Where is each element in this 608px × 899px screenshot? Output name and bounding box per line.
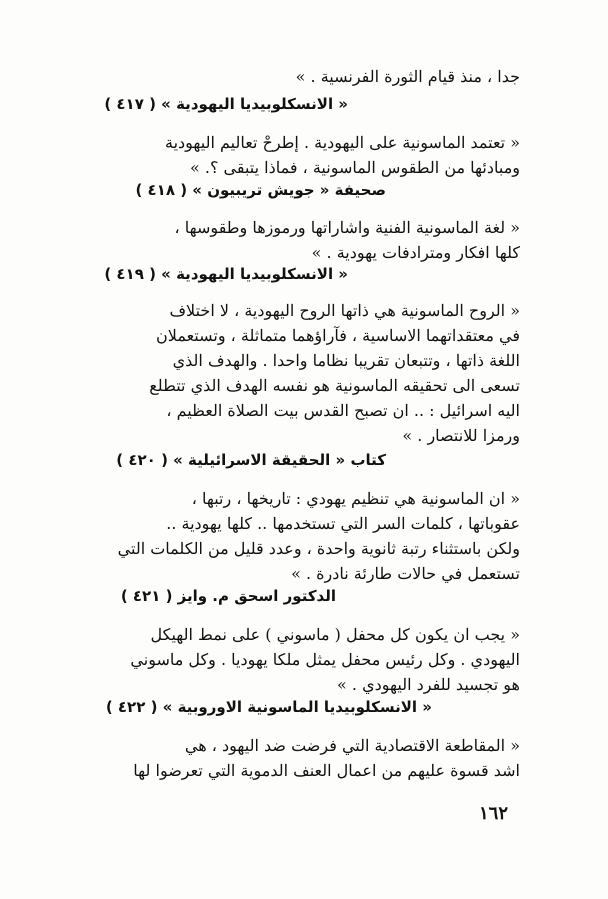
text-line: « يجب ان يكون كل محفل ( ماسوني ) على نمط الهيكل xyxy=(150,625,520,644)
text-line: اليهودي . وكل رئيس محفل يمثل ملكا يهوديا . وكل ماسوني xyxy=(130,650,520,669)
quote-paragraph xyxy=(88,64,520,89)
quote-paragraph xyxy=(88,215,520,265)
citation-heading: « الانسكلوبيديا اليهودية » ( ٤١٩ ) xyxy=(104,265,348,283)
citation-heading: « الانسكلوبيديا اليهودية » ( ٤١٧ ) xyxy=(104,95,348,113)
quote-paragraph xyxy=(88,486,520,586)
quote-paragraph xyxy=(88,130,520,180)
citation-heading: « الانسكلوبيديا الماسونية الاوروبية » ( ٤٢٢ ) xyxy=(105,698,432,716)
quote-paragraph xyxy=(88,298,520,448)
text-line: « تعتمد الماسونية على اليهودية . إطرحْ تعاليم اليهودية xyxy=(165,133,520,152)
quote-paragraph xyxy=(88,622,520,697)
text-line: تستعمل في حالات طارئة نادرة . » xyxy=(291,564,520,583)
text-line: « الروح الماسونية هي ذاتها الروح اليهودية ، لا اختلاف xyxy=(169,301,520,320)
citation-heading: صحيفة « جويش تريبيون » ( ٤١٨ ) xyxy=(135,181,386,199)
text-line: اللغة ذاتها ، وتتبعان تقريبا نظاما واحدا . والهدف الذي xyxy=(172,351,520,370)
citation-heading: كتاب « الحقيقة الاسرائيلية » ( ٤٢٠ ) xyxy=(116,451,386,469)
text-line: « لغة الماسونية الفنية واشاراتها ورموزها وطقوسها ، xyxy=(174,218,520,237)
text-line: في معتقداتهما الاساسية ، فآراؤهما متماثلة ، وتستعملان xyxy=(156,326,520,345)
quote-paragraph xyxy=(88,733,520,783)
text-line: جدا ، منذ قيام الثورة الفرنسية . » xyxy=(295,67,520,86)
text-line: اليه اسرائيل : .. ان تصبح القدس بيت الصلاة العظيم ، xyxy=(166,401,520,420)
text-line: ولكن باستثناء رتبة ثانوية واحدة ، وعدد قليل من الكلمات التي xyxy=(117,539,520,558)
text-line: « ان الماسونية هي تنظيم يهودي : تاريخها ، رتبها ، xyxy=(191,489,520,508)
page-number: ١٦٢ xyxy=(478,803,508,824)
text-line: « المقاطعة الاقتصادية التي فرضت ضد اليهود ، هي xyxy=(184,736,520,755)
text-line: ورمزا للانتصار . » xyxy=(402,426,520,445)
text-line: هو تجسيد للفرد اليهودي . » xyxy=(337,675,520,694)
text-line: ومبادئها من الطقوس الماسونية ، فماذا يتبقى ؟. » xyxy=(190,158,520,177)
text-line: كلها افكار ومترادفات يهودية . » xyxy=(311,243,520,262)
text-line: عقوباتها ، كلمات السر التي تستخدمها .. كلها يهودية .. xyxy=(166,514,520,533)
citation-heading: الدكتور اسحق م. وايز ( ٤٢١ ) xyxy=(120,587,336,605)
text-line: تسعى الى تحقيقه الماسونية هو نفسه الهدف الذي تتطلع xyxy=(149,376,520,395)
text-line: اشد قسوة عليهم من اعمال العنف الدموية التي تعرضوا لها xyxy=(133,761,520,780)
